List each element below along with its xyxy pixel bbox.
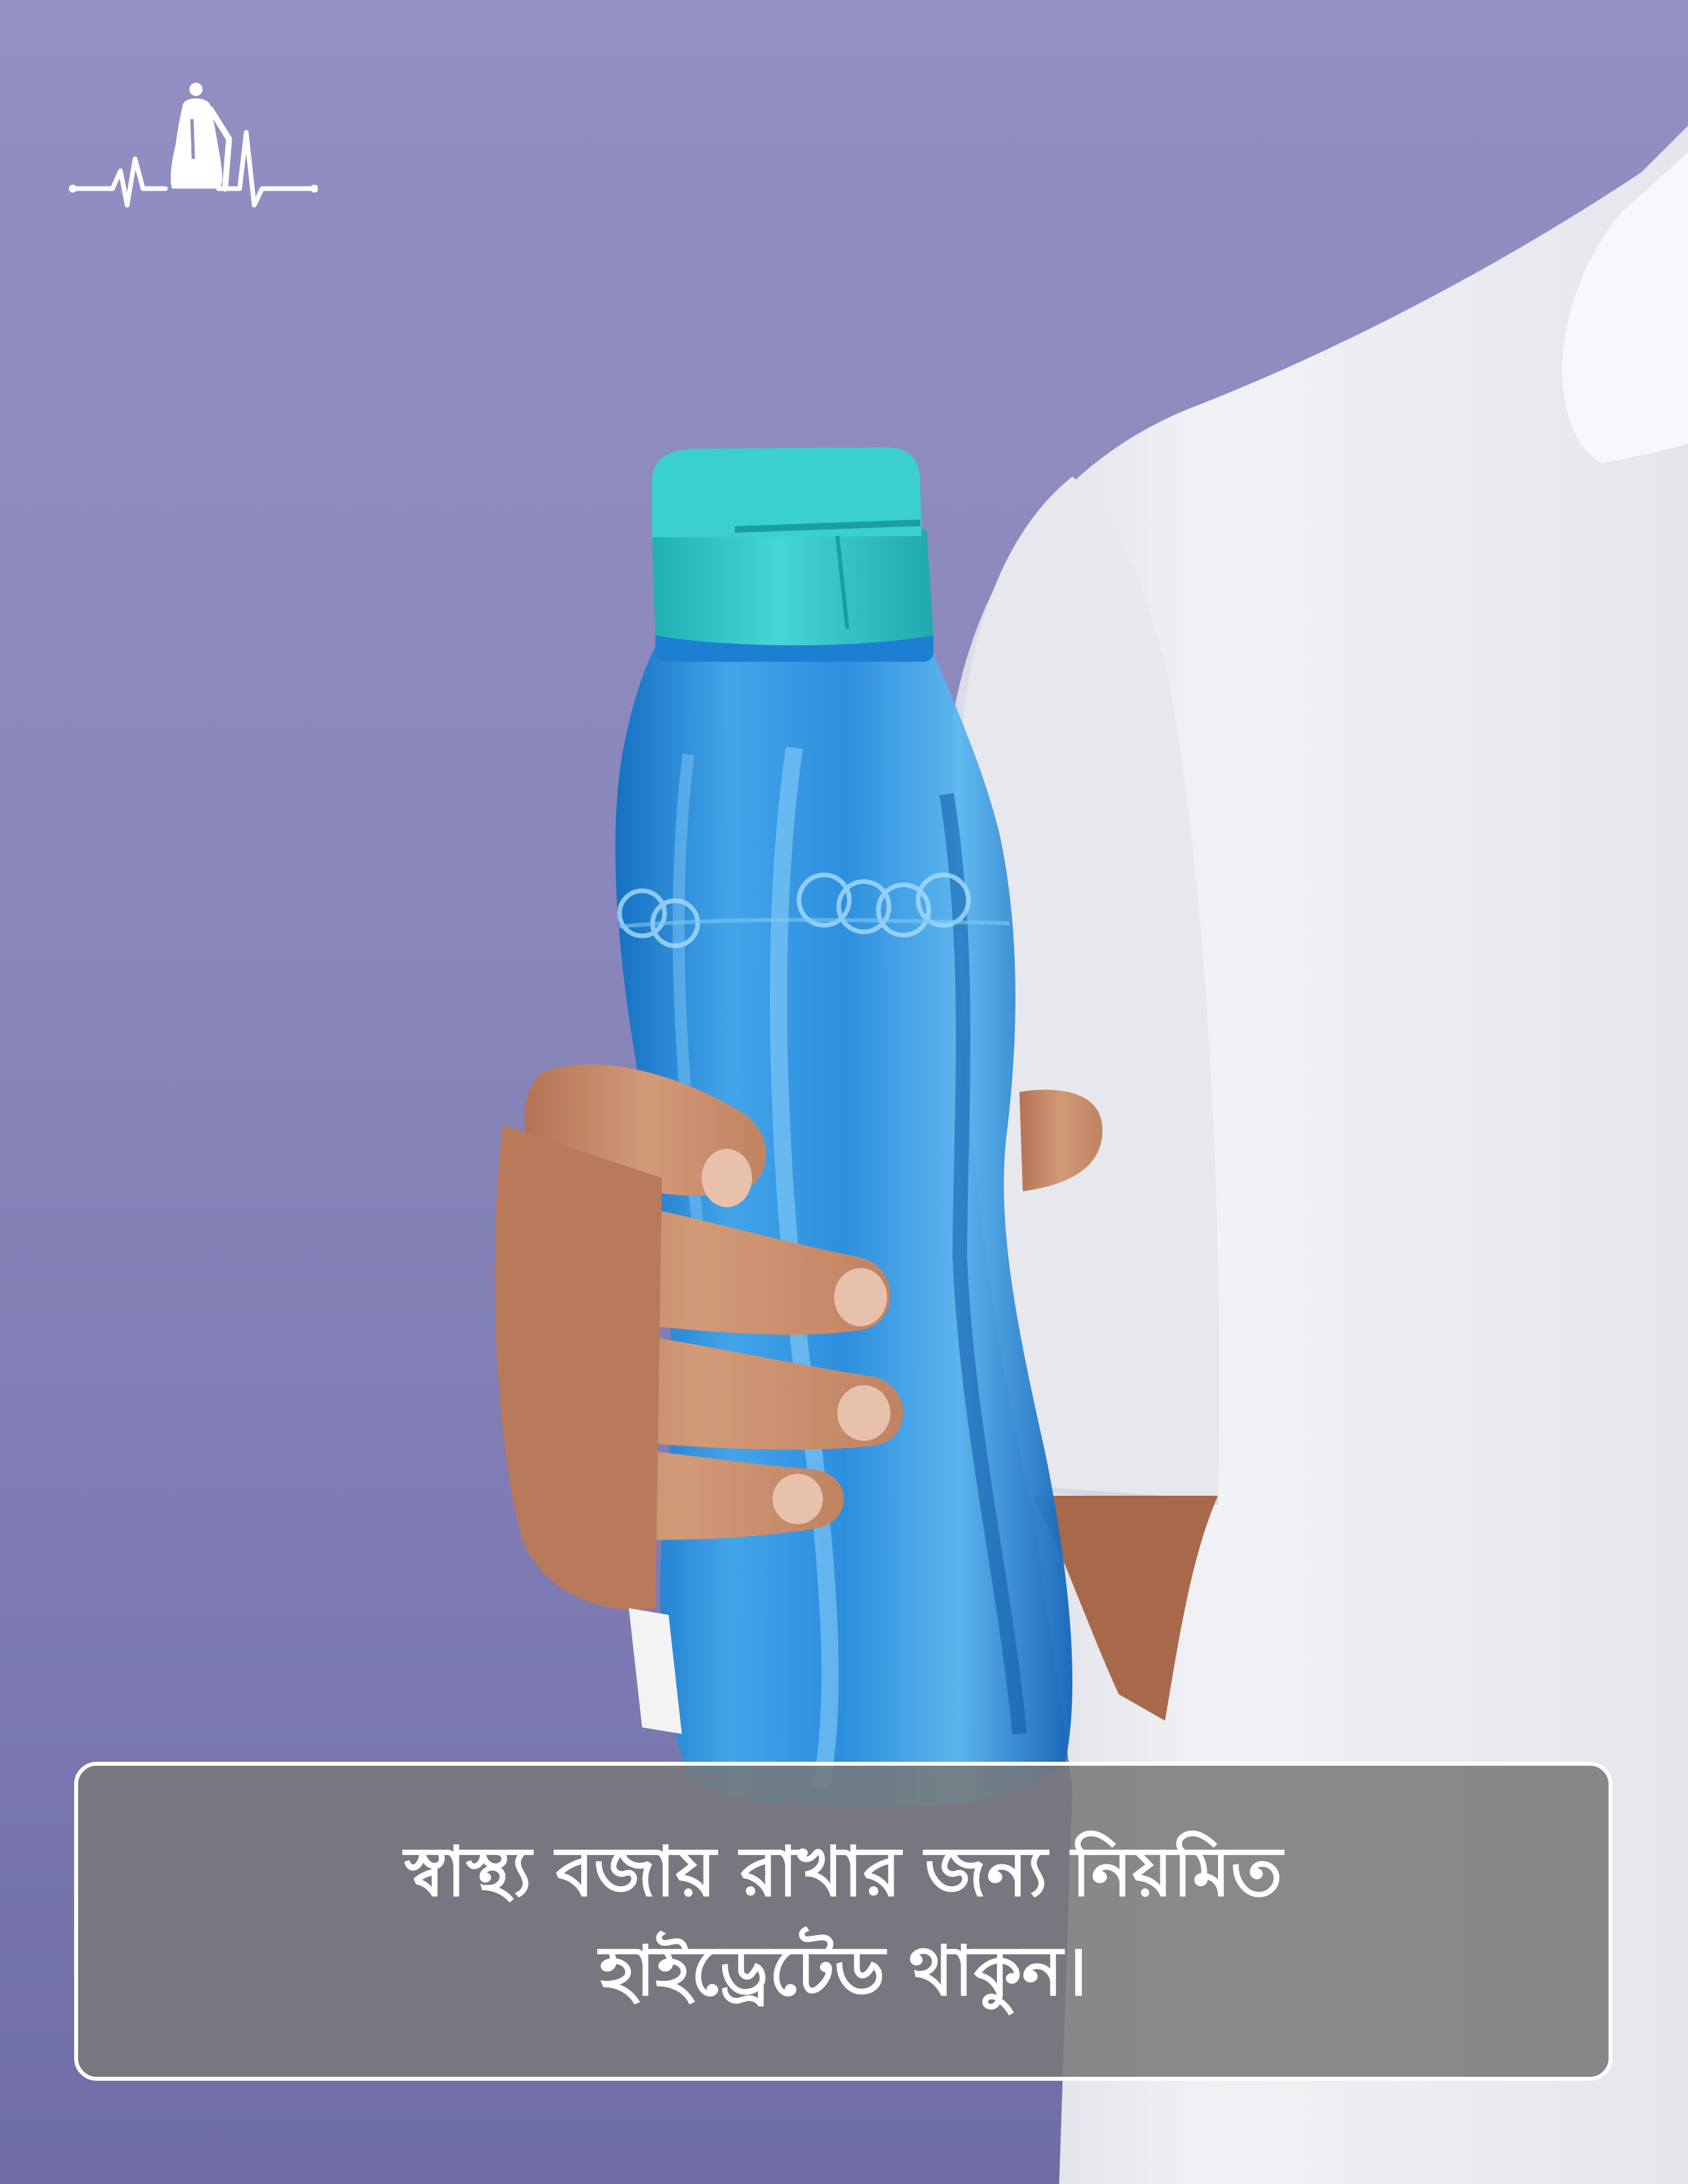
caption-box — [74, 1762, 1613, 2081]
caption-line-2: হাইড্রেটেড থাকুন। — [599, 1931, 1088, 2011]
heartbeat-person-logo-icon — [66, 79, 318, 218]
caption-line-1: স্বাস্থ্য বজায় রাখার জন্য নিয়মিত — [404, 1831, 1283, 1912]
